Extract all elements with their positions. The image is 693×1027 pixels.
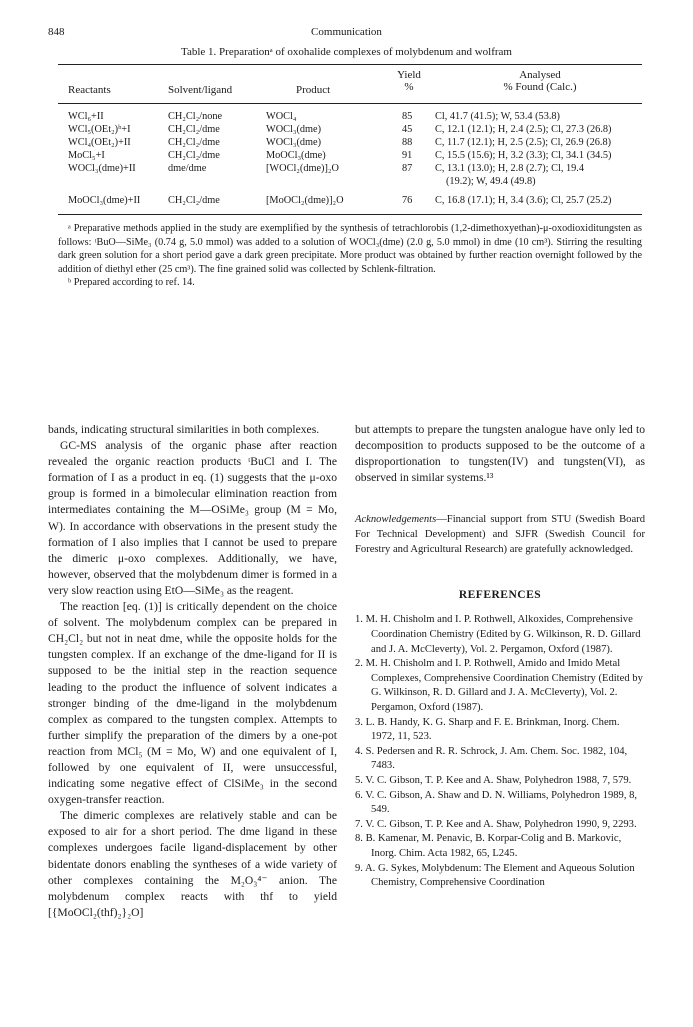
reference-item: 3. L. B. Handy, K. G. Sharp and F. E. Brinkman, Inorg. Chem. 1972, 11, 523. xyxy=(355,716,620,743)
table-footnotes xyxy=(58,222,642,290)
cell-yield: 91 xyxy=(402,150,413,161)
cell-product: WOCl₄ xyxy=(266,111,297,122)
cell-yield: 87 xyxy=(402,163,413,174)
cell-analysed-cont: (19.2); W, 49.4 (49.8) xyxy=(446,176,536,187)
cell-solvent: dme/dme xyxy=(168,163,207,174)
col-header-solvent: Solvent/ligand xyxy=(168,84,233,96)
cell-reactants: WOCl₃(dme)+II xyxy=(68,163,136,174)
cell-product: WOCl₃(dme) xyxy=(266,137,322,148)
cell-product: [WOCl₂(dme)]₂O xyxy=(266,163,339,174)
col-header-analysed xyxy=(480,69,600,93)
cell-product: WOCl₃(dme) xyxy=(266,124,322,135)
col-header-yield-line1: Yield xyxy=(397,69,421,81)
table-header-rule xyxy=(58,103,642,104)
cell-analysed: C, 15.5 (15.6); H, 3.2 (3.3); Cl, 34.1 (34.5) xyxy=(435,150,612,161)
cell-solvent: CH₂Cl₂/dme xyxy=(168,137,220,148)
reference-item: 8. B. Kamenar, M. Penavic, B. Korpar-Colig and B. Markovic, Inorg. Chim. Acta 1982, 65, L245. xyxy=(355,833,622,859)
cell-solvent: CH₂Cl₂/dme xyxy=(168,150,220,161)
col-header-product: Product xyxy=(296,84,331,96)
reference-item: 9. A. G. Sykes, Molybdenum: The Element and Aqueous Solution Chemistry, Comprehensive Coordination xyxy=(355,862,635,889)
cell-analysed: C, 12.1 (12.1); H, 2.4 (2.5); Cl, 27.3 (26.8) xyxy=(435,124,612,135)
table-caption: Table 1. Preparationᵃ of oxohalide complexes of molybdenum and wolfram xyxy=(181,46,512,58)
cell-solvent: CH₂Cl₂/none xyxy=(168,111,223,122)
ack-text: —Financial support from STU (Swedish Board For Technical Development) and SJFR (Swedish Council for Forestry and Agricultural Research) are gratefully acknowledged. xyxy=(355,514,645,556)
reference-item: 7. V. C. Gibson, T. P. Kee and A. Shaw, Polyhedron 1990, 9, 2293. xyxy=(355,818,637,830)
cell-analysed: C, 13.1 (13.0); H, 2.8 (2.7); Cl, 19.4 xyxy=(435,163,585,174)
cell-analysed: Cl, 41.7 (41.5); W, 53.4 (53.8) xyxy=(435,111,560,122)
paragraph: The dimeric complexes are relatively stable and can be exposed to air for a short period. The dme ligand in these complexes undergoes facile ligand-displacement by other bidentate donors enabling the syntheses of a wide variety of other complexes containing the M₂O₃⁴⁻ anion. The molybdenum complex reacts with thf to yield [{MoOCl₂(thf)₂}₂O] xyxy=(48,809,337,919)
cell-yield: 85 xyxy=(402,111,413,122)
reference-item: 4. S. Pedersen and R. R. Schrock, J. Am. Chem. Soc. 1982, 104, 7483. xyxy=(355,745,628,772)
col-header-yield-line2: % xyxy=(404,81,414,93)
table-top-rule xyxy=(58,64,642,65)
acknowledgements xyxy=(355,512,645,557)
col-header-yield xyxy=(394,69,424,93)
reference-item: 5. V. C. Gibson, T. P. Kee and A. Shaw, Polyhedron 1988, 7, 579. xyxy=(355,775,632,786)
reference-item: 6. V. C. Gibson, A. Shaw and D. N. Williams, Polyhedron 1989, 8, 549. xyxy=(355,789,638,816)
running-title: Communication xyxy=(311,26,382,38)
cell-analysed: C, 16.8 (17.1); H, 3.4 (3.6); Cl, 25.7 (25.2) xyxy=(435,195,612,206)
cell-reactants: WCl₆+II xyxy=(68,111,104,122)
col-header-analysed-line2: % Found (Calc.) xyxy=(503,81,577,93)
reference-item: 1. M. H. Chisholm and I. P. Rothwell, Alkoxides, Comprehensive Coordination Chemistry (Edited by G. Wilkinson, R. D. Gillard and J. A. McCleverty), Vol. 2. Pergamon, Oxford (1987). xyxy=(355,614,641,655)
cell-yield: 88 xyxy=(402,137,413,148)
col-header-analysed-line1: Analysed xyxy=(519,69,561,81)
cell-solvent: CH₂Cl₂/dme xyxy=(168,195,220,206)
cell-yield: 45 xyxy=(402,124,413,135)
cell-solvent: CH₂Cl₂/dme xyxy=(168,124,220,135)
references-heading: REFERENCES xyxy=(458,589,542,602)
paragraph: GC-MS analysis of the organic phase after reaction revealed the organic reaction products ᵗBuCl and I. The formation of I as a product in eq. (1) suggests that the μ-oxo group is formed in a bimolecular elimination reaction from intermediates containing the M—OSiMe₃ group (M = Mo, W). In accordance with observations in the present study the formation of I also implies that I cannot be used to prepare the dimeric μ-oxo complexes. Additionally, we have, however, observed that the molybdenum dimer is formed in a very slow reaction using EtO—SiMe₃ as the reagent. xyxy=(48,439,337,597)
page-number: 848 xyxy=(48,26,65,38)
cell-reactants: MoCl₅+I xyxy=(68,150,105,161)
table-bottom-rule xyxy=(58,214,642,215)
footnote-a: ᵃ Preparative methods applied in the study are exemplified by the synthesis of tetrachlorobis (1,2-dimethoxyethan)-μ-oxodioxiditungsten as follows: ᵗBuO—SiMe₃ (0.74 g, 5.0 mmol) was added to a solution of WOCl₃(dme) (2.0 g, 5.0 mmol) in dme (10 cm³). Stirring the resulting dark green solution for a short period gave a dark green precipitate. More product was obtained by further reaction overnight followed by the addition of diethyl ether (25 cm³). The fine grained solid was collected by Schlenk-filtration. xyxy=(58,223,642,275)
ack-label: Acknowledgements xyxy=(355,514,437,526)
cell-reactants: MoOCl₃(dme)+II xyxy=(68,195,141,206)
paragraph: bands, indicating structural similarities in both complexes. xyxy=(48,423,320,436)
reference-item: 2. M. H. Chisholm and I. P. Rothwell, Amido and Imido Metal Complexes, Comprehensive Coordination Chemistry (Edited by G. Wilkinson, R. D. Gillard and J. A. McCleverty), Vol. 2. Pergamon, Oxford (1987). xyxy=(355,658,643,714)
cell-reactants: WCl₅(OEt₂)ᵇ+I xyxy=(68,124,131,135)
col-header-reactants: Reactants xyxy=(68,84,111,96)
cell-product: MoOCl₃(dme) xyxy=(266,150,326,161)
right-column xyxy=(355,422,645,891)
left-column xyxy=(48,422,337,921)
cell-product: [MoOCl₂(dme)]₂O xyxy=(266,195,344,206)
cell-reactants: WCl₄(OEt₂)+II xyxy=(68,137,131,148)
paragraph: but attempts to prepare the tungsten analogue have only led to decomposition to products supposed to be the outcome of a disproportionation to tungsten(IV) and tungsten(VI), as observed in similar systems.¹³ xyxy=(355,423,645,485)
cell-yield: 76 xyxy=(402,195,413,206)
paragraph: The reaction [eq. (1)] is critically dependent on the choice of solvent. The molybdenum complex can be prepared in CH₂Cl₂ but not in neat dme, while the opposite holds for the tungsten complex. If an exchange of the dme-ligand for II is supposed to be the initial step in the reaction sequence leading to the product the influence of solvent indicates a stronger binding of the dme-ligand in the molybdenum complex as compared to the tungsten complex. Attempts to further simplify the preparation of the dimers by a one-pot reaction from MCl₅ (M = Mo, W) and one equivalent of I, followed by one equivalent of II, were unsuccessful, indicating some negative effect of ClSiMe₃ in the second oxygen-transfer reaction. xyxy=(48,600,337,807)
cell-analysed: C, 11.7 (12.1); H, 2.5 (2.5); Cl, 26.9 (26.8) xyxy=(435,137,612,148)
footnote-b: ᵇ Prepared according to ref. 14. xyxy=(68,277,195,289)
